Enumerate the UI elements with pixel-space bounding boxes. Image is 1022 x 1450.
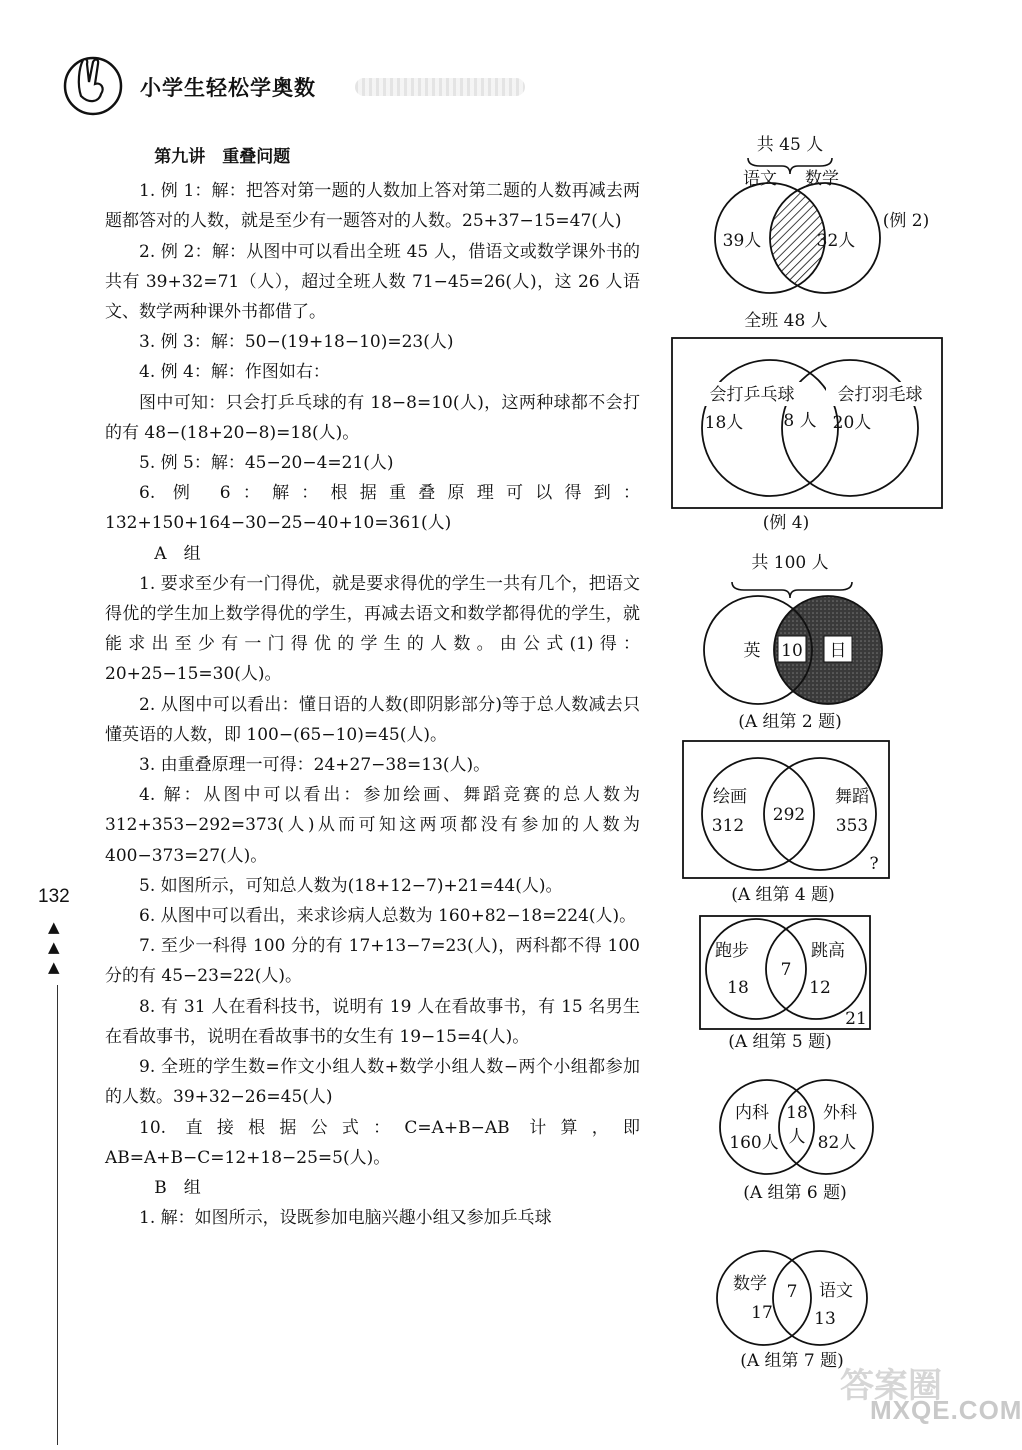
right-value: 13 xyxy=(814,1309,836,1329)
overlap-value: 8 人 xyxy=(783,411,817,431)
left-set-label: 绘画 xyxy=(713,787,747,807)
group-a-item: 5. 如图所示，可知总人数为(18+12−7)+21=44(人)。 xyxy=(139,875,563,896)
venn-a-group-5 xyxy=(700,916,870,1052)
left-set-label: 英 xyxy=(743,641,761,661)
left-value: 160人 xyxy=(729,1133,779,1153)
group-b-heading: B 组 xyxy=(154,1177,201,1198)
left-value: 18 xyxy=(727,978,749,998)
group-a-item: 6. 从图中可以看出，来求诊病人总数为 160+82−18=224(人)。 xyxy=(139,906,637,927)
group-a-item: 4. 解：从图中可以看出：参加绘画、舞蹈竞赛的总人数为 312+353−292=373(人)从而可知这两项都没有参加的人数为 400−373=27(人)。 xyxy=(105,785,640,866)
right-value: 20人 xyxy=(832,413,872,433)
overlap-value: 18 xyxy=(786,1103,808,1123)
group-a-item: 8. 有 31 人在看科技书，说明有 19 人在看故事书，有 15 名男生在看故事书，说明在看故事书的女生有 19−15=4(人)。 xyxy=(105,996,640,1047)
group-b-item: 1. 解：如图所示，设既参加电脑兴趣小组又参加乒乓球 xyxy=(139,1208,552,1229)
paragraph: 2. 例 2：解：从图中可以看出全班 45 人，借语文或数学课外书的共有 39+32=71（人），超过全班人数 71−45=26(人)，这 26 人语文、数学两种课外书都借了。 xyxy=(105,241,640,323)
paragraph: 1. 例 1：解：把答对第一题的人数加上答对第二题的人数再减去两题都答对的人数，就是至少有一题答对的人数。25+37−15=47(人) xyxy=(105,181,640,232)
group-a-item: 2. 从图中可以看出：懂日语的人数(即阴影部分)等于总人数减去只懂英语的人数，即 100−(65−10)=45(人)。 xyxy=(105,694,640,745)
figure-caption: (A 组第 5 题) xyxy=(728,1032,832,1052)
group-a-item: 9. 全班的学生数=作文小组人数+数学小组人数−两个小组都参加的人数。39+32−26=45(人) xyxy=(105,1057,640,1108)
left-value: 17 xyxy=(751,1303,773,1323)
lecture-title: 第九讲 重叠问题 xyxy=(154,147,291,167)
right-value: 353 xyxy=(835,816,869,836)
overlap-unit: 人 xyxy=(788,1127,806,1147)
venn-example-2 xyxy=(715,135,929,293)
overlap-value: 7 xyxy=(786,1282,798,1302)
triangle-icon: ▲ xyxy=(48,938,60,956)
paragraph: 4. 例 4：解：作图如右： xyxy=(139,362,330,383)
left-set-label: 数学 xyxy=(733,1274,767,1294)
left-set-label: 内科 xyxy=(735,1103,769,1123)
right-set-label: 日 xyxy=(829,641,847,661)
right-set-label: 数学 xyxy=(805,169,839,189)
paragraph: 3. 例 3：解：50−(19+18−10)=23(人) xyxy=(139,332,454,353)
right-set-label: 会打羽毛球 xyxy=(837,385,923,405)
right-set-label: 跳高 xyxy=(811,941,845,961)
group-a-item: 1. 要求至少有一门得优，就是要求得优的学生一共有几个，把语文得优的学生加上数学得优的学生，再减去语文和数学都得优的学生，就能求出至少有一门得优的学生的人数。由公式(1)得：20+25−15=30(人)。 xyxy=(105,573,640,685)
figure-caption: (A 组第 4 题) xyxy=(731,885,835,905)
right-set-label: 语文 xyxy=(819,1281,853,1301)
venn-a-group-4 xyxy=(683,741,889,905)
total-label: 共 45 人 xyxy=(756,135,824,155)
left-set-label: 语文 xyxy=(743,169,777,189)
figure-caption: (A 组第 6 题) xyxy=(743,1183,847,1203)
overlap-value: 7 xyxy=(780,960,792,980)
left-value: 39人 xyxy=(722,231,762,251)
outside-value: 21 xyxy=(845,1009,867,1029)
overlap-value: 10 xyxy=(781,641,803,661)
venn-a-group-6 xyxy=(720,1080,873,1203)
total-label: 全班 48 人 xyxy=(744,311,828,331)
group-a-item: 3. 由重叠原理一可得：24+27−38=13(人)。 xyxy=(139,755,491,776)
total-label: 共 100 人 xyxy=(751,553,829,573)
triangle-icon: ▲ xyxy=(48,958,60,976)
figure-caption: (例 2) xyxy=(882,211,930,231)
watermark-url: MXQE.COM xyxy=(870,1395,1022,1425)
group-a-heading: A 组 xyxy=(154,543,201,564)
figure-caption: (例 4) xyxy=(762,513,810,533)
venn-a-group-2 xyxy=(704,553,882,732)
overlap-value: 292 xyxy=(772,805,806,825)
right-value: 32人 xyxy=(816,231,856,251)
page-number: 132 xyxy=(38,886,70,907)
left-set-label: 会打乒乓球 xyxy=(709,385,795,405)
figure-caption: (A 组第 7 题) xyxy=(740,1351,844,1371)
left-value: 312 xyxy=(711,816,745,836)
group-a-item: 7. 至少一科得 100 分的有 17+13−7=23(人)，两科都不得 100 分的有 45−23=22(人)。 xyxy=(105,936,640,987)
right-value: 82人 xyxy=(817,1133,857,1153)
figure-caption: (A 组第 2 题) xyxy=(738,712,842,732)
left-set-label: 跑步 xyxy=(715,941,749,961)
right-set-label: 舞蹈 xyxy=(835,787,869,807)
book-title: 小学生轻松学奥数 xyxy=(140,76,316,100)
right-set-label: 外科 xyxy=(823,1103,857,1123)
paragraph: 5. 例 5：解：45−20−4=21(人) xyxy=(139,453,394,474)
paragraph: 图中可知：只会打乒乓球的有 18−8=10(人)，这两种球都不会打的有 48−(18+20−8)=18(人)。 xyxy=(105,392,640,443)
right-value: 12 xyxy=(809,978,831,998)
paragraph: 6. 例 6：解：根据重叠原理可以得到：132+150+164−30−25−40+10=361(人) xyxy=(105,483,640,534)
triangle-icon: ▲ xyxy=(48,918,60,936)
venn-example-4 xyxy=(672,311,942,533)
left-value: 18人 xyxy=(704,413,744,433)
outside-value: ? xyxy=(869,854,879,874)
venn-a-group-7 xyxy=(717,1251,867,1371)
group-a-item: 10. 直接根据公式：C=A+B−AB 计算，即 AB=A+B−C=12+18−25=5(人)。 xyxy=(105,1117,640,1168)
watermark-logo: 答案圈 xyxy=(840,1366,942,1406)
